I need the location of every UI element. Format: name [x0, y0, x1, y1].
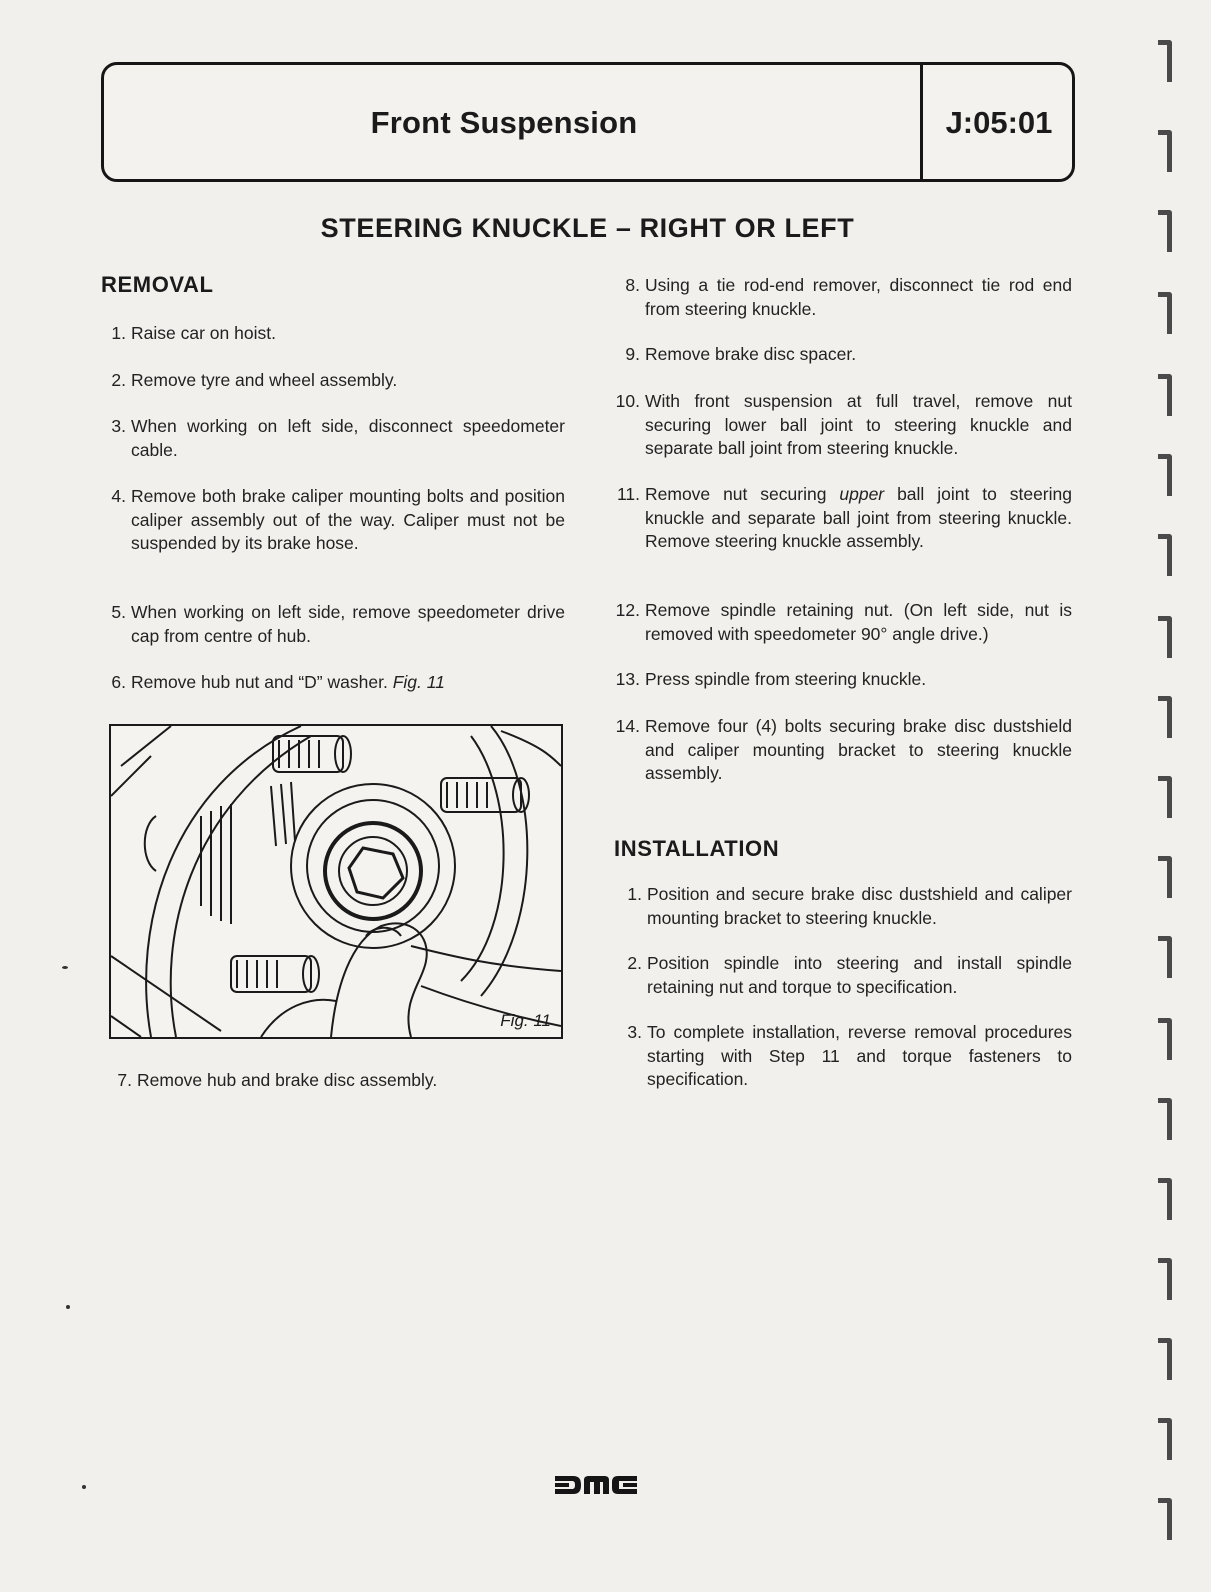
tab-mark	[1158, 1338, 1172, 1380]
step-number: 10.	[615, 391, 640, 411]
tab-mark	[1158, 130, 1172, 172]
list-item	[100, 322, 565, 346]
tab-mark	[1158, 454, 1172, 496]
step-text: Position spindle into steering and install spindle retaining nut and torque to specification.	[647, 953, 1072, 997]
step-text: Position and secure brake disc dustshield and caliper mounting bracket to steering knuckle.	[647, 884, 1072, 928]
list-item	[106, 1069, 565, 1093]
step-number: 2.	[627, 953, 642, 973]
step-number: 13.	[615, 669, 640, 689]
section-title: Front Suspension	[370, 105, 638, 140]
step-number: 4.	[111, 486, 126, 506]
main-heading: STEERING KNUCKLE – RIGHT OR LEFT	[320, 213, 855, 243]
list-item	[100, 369, 565, 393]
list-item	[606, 274, 1072, 321]
step-text: When working on left side, disconnect speedometer cable.	[131, 416, 565, 460]
list-item	[100, 671, 565, 695]
step-number: 1.	[627, 884, 642, 904]
step-text: When working on left side, remove speedometer drive cap from centre of hub.	[131, 602, 565, 646]
step-text: Remove both brake caliper mounting bolts and position caliper assembly out of the way. Caliper must not be suspended by its brake hose.	[131, 486, 565, 553]
step-emphasis: upper	[839, 484, 885, 504]
list-item	[606, 668, 1072, 692]
step-text: Remove brake disc spacer.	[645, 344, 857, 364]
step-number: 11.	[616, 484, 640, 504]
list-item	[606, 390, 1072, 461]
step-number: 1.	[111, 323, 126, 343]
tab-mark	[1158, 856, 1172, 898]
scan-speck	[62, 966, 68, 969]
step-text: Press spindle from steering knuckle.	[645, 669, 927, 689]
step-number: 12.	[615, 600, 640, 620]
tab-mark	[1158, 1498, 1172, 1540]
list-item	[606, 343, 1072, 367]
step-number: 3.	[111, 416, 126, 436]
list-item	[606, 952, 1072, 999]
step-text: Remove four (4) bolts securing brake disc dustshield and caliper mounting bracket to steering knuckle assembly.	[645, 716, 1072, 783]
step-number: 3.	[627, 1022, 642, 1042]
tab-mark	[1158, 40, 1172, 82]
step-text-main: Remove nut securing	[645, 484, 827, 504]
list-item	[606, 599, 1072, 646]
list-item	[606, 1021, 1072, 1092]
step-text: Remove hub and brake disc assembly.	[137, 1070, 438, 1090]
tab-mark	[1158, 1258, 1172, 1300]
installation-heading: INSTALLATION	[614, 836, 780, 861]
tab-mark	[1158, 776, 1172, 818]
header-box	[101, 62, 1075, 182]
step-text: Raise car on hoist.	[131, 323, 276, 343]
step-text-main: Remove hub nut and “D” washer.	[131, 672, 388, 692]
tab-mark	[1158, 1418, 1172, 1460]
tab-mark	[1158, 616, 1172, 658]
step-text-rest: ball joint to steering knuckle and separate ball joint from steering knuckle. Remove steering knuckle assembly.	[645, 484, 1072, 551]
tab-mark	[1158, 1098, 1172, 1140]
tab-mark	[1158, 534, 1172, 576]
header-divider	[920, 65, 923, 179]
removal-heading: REMOVAL	[101, 272, 214, 297]
step-text	[645, 483, 1072, 554]
tab-mark	[1158, 1018, 1172, 1060]
page-code: J:05:01	[945, 105, 1053, 140]
scan-speck	[66, 1305, 70, 1309]
step-text	[131, 671, 565, 695]
list-item	[100, 485, 565, 556]
binder-tab-strip	[1152, 40, 1182, 1580]
step-text: Using a tie rod-end remover, disconnect tie rod end from steering knuckle.	[645, 275, 1072, 319]
tab-mark	[1158, 210, 1172, 252]
step-number: 9.	[625, 344, 640, 364]
scan-speck	[82, 1485, 86, 1489]
list-item	[606, 715, 1072, 786]
list-item	[100, 415, 565, 462]
list-item	[100, 601, 565, 648]
figure-11	[109, 724, 563, 1039]
step-number: 5.	[111, 602, 126, 622]
step-number: 8.	[625, 275, 640, 295]
step-number: 6.	[111, 672, 126, 692]
step-text: With front suspension at full travel, remove nut securing lower ball joint to steering knuckle and separate ball joint from steering knuckle.	[645, 391, 1072, 458]
step-number: 2.	[111, 370, 126, 390]
tab-mark	[1158, 374, 1172, 416]
step-number: 14.	[615, 716, 640, 736]
list-item	[606, 883, 1072, 930]
tab-mark	[1158, 936, 1172, 978]
hub-nut-illustration	[111, 726, 561, 1037]
tab-mark	[1158, 696, 1172, 738]
tab-mark	[1158, 292, 1172, 334]
step-text: To complete installation, reverse removal procedures starting with Step 11 and torque fasteners to specification.	[647, 1022, 1072, 1089]
list-item	[606, 483, 1072, 554]
step-text: Remove spindle retaining nut. (On left side, nut is removed with speedometer 90° angle drive.)	[645, 600, 1072, 644]
tab-mark	[1158, 1178, 1172, 1220]
step-text: Remove tyre and wheel assembly.	[131, 370, 398, 390]
step-number: 7.	[117, 1070, 132, 1090]
figure-caption: Fig. 11	[500, 1011, 551, 1030]
figure-reference: Fig. 11	[392, 672, 445, 692]
dmc-logo-icon	[555, 1476, 637, 1494]
